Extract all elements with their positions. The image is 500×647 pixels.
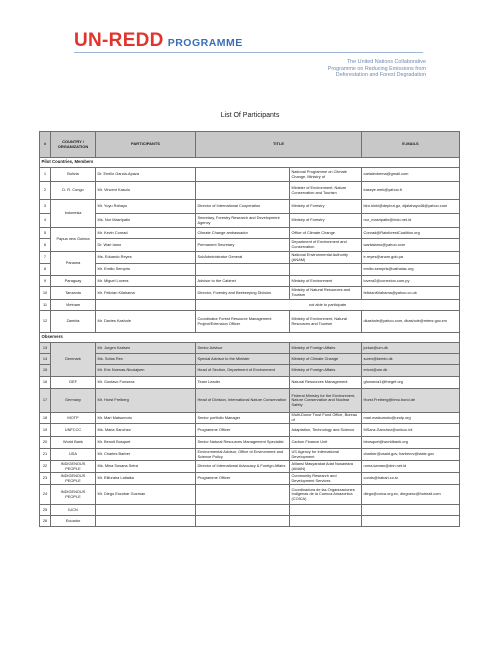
section-label: Pilot Countries, Members [40,158,460,168]
row-organization: Alliansi Masyarakat Adat Nusantara (AMAN) [290,461,362,473]
column-header-title: TITLE [196,132,362,158]
row-title [196,516,290,527]
row-organization: Community Research and Development Services [290,473,362,485]
table-body [40,158,460,527]
table-row [40,182,460,200]
row-country: Bolivia [51,168,96,182]
row-title [196,264,290,276]
subtitle-line-2: Programme on Reducing Emissions from [327,65,426,72]
row-organization: Ministry of Forestry [290,200,362,214]
row-title: SubAdministrator General [196,252,290,264]
logo-redd-text: REDD [108,30,164,51]
table-row [40,424,460,437]
column-header-emails: E-MAILS [362,132,460,158]
row-country: Germany [51,389,96,413]
row-email: wariiaiamo@yahoo.com [362,239,460,252]
row-email: biro.klnkl@dephut.go, dijalahayu48@yahoo.com [362,200,460,214]
row-number: 11 [40,300,51,311]
row-number: 18 [40,413,51,424]
row-number: 14 [40,354,51,365]
row-title: Programme Officer [196,473,290,485]
row-organization: Office of Climate Change [290,228,362,239]
row-email: conds@habari.co.tz [362,473,460,485]
row-email: Conrad@RainforestCoalition.org [362,228,460,239]
row-email: nur_masripatin@indo.net.id [362,214,460,228]
row-country: INDIGENOUS PEOPLE [51,473,96,485]
table-row [40,461,460,473]
row-title: Team Leader [196,377,290,389]
row-number: 19 [40,424,51,437]
row-number: 17 [40,389,51,413]
row-title: Director of International Advocacy & Foreign Affairs [196,461,290,473]
row-email: e.reyes@anam.gob.pa [362,252,460,264]
row-country: D. R. Congo [51,182,96,200]
row-participant: Mr. Yuyu Rahayu [96,200,196,214]
row-title [196,168,290,182]
row-email: bbosquet@worldbank.org [362,437,460,449]
row-title: Director, Forestry and Beekeeping Division [196,287,290,300]
row-participant: Ms. Sofus Rex [96,354,196,365]
table-row [40,389,460,413]
row-email [362,516,460,527]
row-title [196,505,290,516]
row-organization: Ministry of Foreign Affairs [290,365,362,377]
row-participant: Mr. Felician Kilahama [96,287,196,300]
row-number: 24 [40,485,51,505]
header-subtitle [186,59,426,79]
table-row [40,449,460,461]
row-organization: Adaptation, Technology and Science [290,424,362,437]
section-row [40,158,460,168]
row-title: Head of Section, Department of Environment [196,365,290,377]
row-country: Tanzania [51,287,96,300]
row-country: GEF [51,377,96,389]
row-country: Denmark [51,343,96,377]
table-row [40,311,460,333]
row-organization [290,516,362,527]
row-title: Senior Advisor [196,343,290,354]
row-title [196,485,290,505]
row-participant: Mr. Diego Escobar Guzman [96,485,196,505]
row-title: Director of International Cooperation [196,200,290,214]
row-participant: Mr. Mari Matsumoto [96,413,196,424]
row-organization [290,505,362,516]
row-participant: Mr. Eric Noenas-Nicolajsen [96,365,196,377]
row-country: Paraguay [51,276,96,287]
row-organization: National Environmental Authority (ANAM) [290,252,362,264]
table-row [40,485,460,505]
row-email: gfonseca1@thegef.org [362,377,460,389]
row-organization: Multi-Donor Trust Fund Office, Bureau of [290,413,362,424]
row-number: 25 [40,505,51,516]
row-country: USA [51,449,96,461]
column-header-num: # [40,132,51,158]
table-row [40,437,460,449]
table-row [40,365,460,377]
row-country: World Bank [51,437,96,449]
row-email: MSanz-Sanchez@unfccc.int [362,424,460,437]
table-row [40,239,460,252]
logo-programme-text: PROGRAMME [167,37,243,49]
row-title: Head of Division, International Nature Conservation [196,389,290,413]
row-title [196,182,290,200]
row-country: Papua new Guinea [51,228,96,252]
row-participant: Mr. Elifuraha Laltaika [96,473,196,485]
table-row [40,252,460,264]
table-row [40,413,460,424]
row-number: 4 [40,214,51,228]
row-participant: Mr. Davies Kashole [96,311,196,333]
row-participant: Dr. Emilio Garcia-Apaza [96,168,196,182]
row-number: 16 [40,377,51,389]
row-organization: Coordinadora de las Organizaciones Indigenas de la Cuenca Amazonica (COICA) [290,485,362,505]
table-row [40,343,460,354]
row-country: UNFCCC [51,424,96,437]
row-number: 3 [40,200,51,214]
row-title: Special Advisor to the Minister [196,354,290,365]
row-title: Permanent Secretary [196,239,290,252]
row-email: sorex@kemin.dk [362,354,460,365]
row-email [362,505,460,516]
row-number: 21 [40,449,51,461]
row-organization: Ministry of Foreign Affairs [290,343,362,354]
row-number: 2 [40,182,51,200]
row-participant [96,505,196,516]
row-number: 7 [40,252,51,264]
row-number: 9 [40,276,51,287]
logo-un-text: UN- [74,30,109,51]
row-email: emilio.sempris@cathalac.org [362,264,460,276]
row-country: Indonesia [51,200,96,228]
row-participant: Dr. Wari Iamo [96,239,196,252]
row-organization: Ministry of Climate Change [290,354,362,365]
column-header-participants: PARTICIPANTS [96,132,196,158]
row-title: Senior portfolio Manager [196,413,290,424]
row-country: Ecuador [51,516,96,527]
table-row [40,505,460,516]
table-row [40,276,460,287]
row-participant: Ms. Nur Masripatin [96,214,196,228]
row-email: kaseye.mek@yahoo.fr [362,182,460,200]
row-country: Zambia [51,311,96,333]
row-number: 23 [40,473,51,485]
row-participant [96,516,196,527]
row-email: Horst.Freiberg@bmu.bund.de [362,389,460,413]
row-number: 26 [40,516,51,527]
section-row [40,333,460,343]
table-row [40,168,460,182]
participants-table [39,131,460,527]
row-email: ruma.kaman@dnn.net.id [362,461,460,473]
table-row [40,516,460,527]
table-row [40,200,460,214]
row-number: 8 [40,264,51,276]
table-row [40,300,460,311]
row-organization: Natural Resources Management [290,377,362,389]
row-email: ericni@um.dk [362,365,460,377]
row-country: INDIGENOUS PEOPLE [51,461,96,473]
row-participant: Mr. Horst Freiberg [96,389,196,413]
row-organization: Carbon Finance Unit [290,437,362,449]
row-organization: US Agency for International Development [290,449,362,461]
row-number: 20 [40,437,51,449]
header-divider [74,52,423,53]
row-number: 5 [40,228,51,239]
row-email: jorkar@um.dk [362,343,460,354]
row-participant: Mr. Vincent Kasulu [96,182,196,200]
table-row [40,228,460,239]
row-participant: Mr. Miguel Lovera [96,276,196,287]
table-row [40,264,460,276]
row-email: mari.matsumoto@undp.org [362,413,460,424]
row-title: Coordinator Forest Resource Management Project/Extension Officer [196,311,290,333]
row-number: 12 [40,311,51,333]
row-number: 6 [40,239,51,252]
row-organization [290,264,362,276]
row-country: Vietnam [51,300,96,311]
row-number: 10 [40,287,51,300]
row-participant: Ms. Eduardo Reyes [96,252,196,264]
row-title: Environmental Advisor, Office of Environment and Science Policy [196,449,290,461]
subtitle-line-1: The United Nations Collaborative [346,59,426,65]
row-organization: Federal Ministry for the Environment, Nature Conservation and Nuclear Safety [290,389,362,413]
table-row [40,354,460,365]
row-email: cbarber@usaid.gov, barbercv@state.gov [362,449,460,461]
row-country: IUCN [51,505,96,516]
row-country: Panama [51,252,96,276]
column-header-country: COUNTRY / ORGANIZATION [51,132,96,158]
document-title: List Of Participants [220,112,280,119]
row-country: MOTP [51,413,96,424]
row-organization: Ministry of Natural Resources and Tourism [290,287,362,300]
row-number: 13 [40,343,51,354]
un-redd-logo [74,30,243,52]
table-row [40,473,460,485]
row-title: Senior Natural Resources Management Specialist [196,437,290,449]
row-participant: Mr. Benoit Bosquet [96,437,196,449]
row-number: 22 [40,461,51,473]
section-label: Observers [40,333,460,343]
row-title: Secretary, Forestry Research and Development Agency [196,214,290,228]
row-note: not able to participate [196,300,460,311]
row-organization: Ministry of Forestry [290,214,362,228]
row-organization: Ministry of Environment [290,276,362,287]
table-header-row [40,132,460,158]
row-country: INDIGENOUS PEOPLE [51,485,96,505]
row-participant: Ms. Maria Sanchez [96,424,196,437]
table-row [40,377,460,389]
row-participant: Mr. Kevin Conrad [96,228,196,239]
row-email: dkashole@yahoo.com, dkashole@mtenr.gov.zm [362,311,460,333]
row-email: diego@coica.org.ec, diegoesc@hotmail.com [362,485,460,505]
row-email: lovera2@conexion.com.py [362,276,460,287]
row-number: 1 [40,168,51,182]
row-participant: Mr. Gustavo Fonseca [96,377,196,389]
row-participant [96,300,196,311]
row-email: felicianKilahama@yahoo.co.uk [362,287,460,300]
row-participant: Ms. Mina Susana Setra [96,461,196,473]
row-number: 15 [40,365,51,377]
row-title: Programme Officer [196,424,290,437]
row-participant: Mr. Charles Barber [96,449,196,461]
row-email: carlalexbema@gmail.com [362,168,460,182]
row-organization: Department of Environment and Conservation [290,239,362,252]
table-row [40,287,460,300]
row-title: Climate Change ambassador [196,228,290,239]
row-organization: Minister of Environment, Nature Conservation and Tourism [290,182,362,200]
row-organization: Ministry of Environment, Natural Resources and Tourism [290,311,362,333]
table-row [40,214,460,228]
row-participant: Mr. Emilio Sempris [96,264,196,276]
row-title: Advisor to the Cabinet [196,276,290,287]
row-participant: Mr. Jorgen Karlsen [96,343,196,354]
subtitle-line-3: Deforestation and Forest Degradation [335,72,426,78]
row-organization: National Programme on Climate Change, Ministry of [290,168,362,182]
